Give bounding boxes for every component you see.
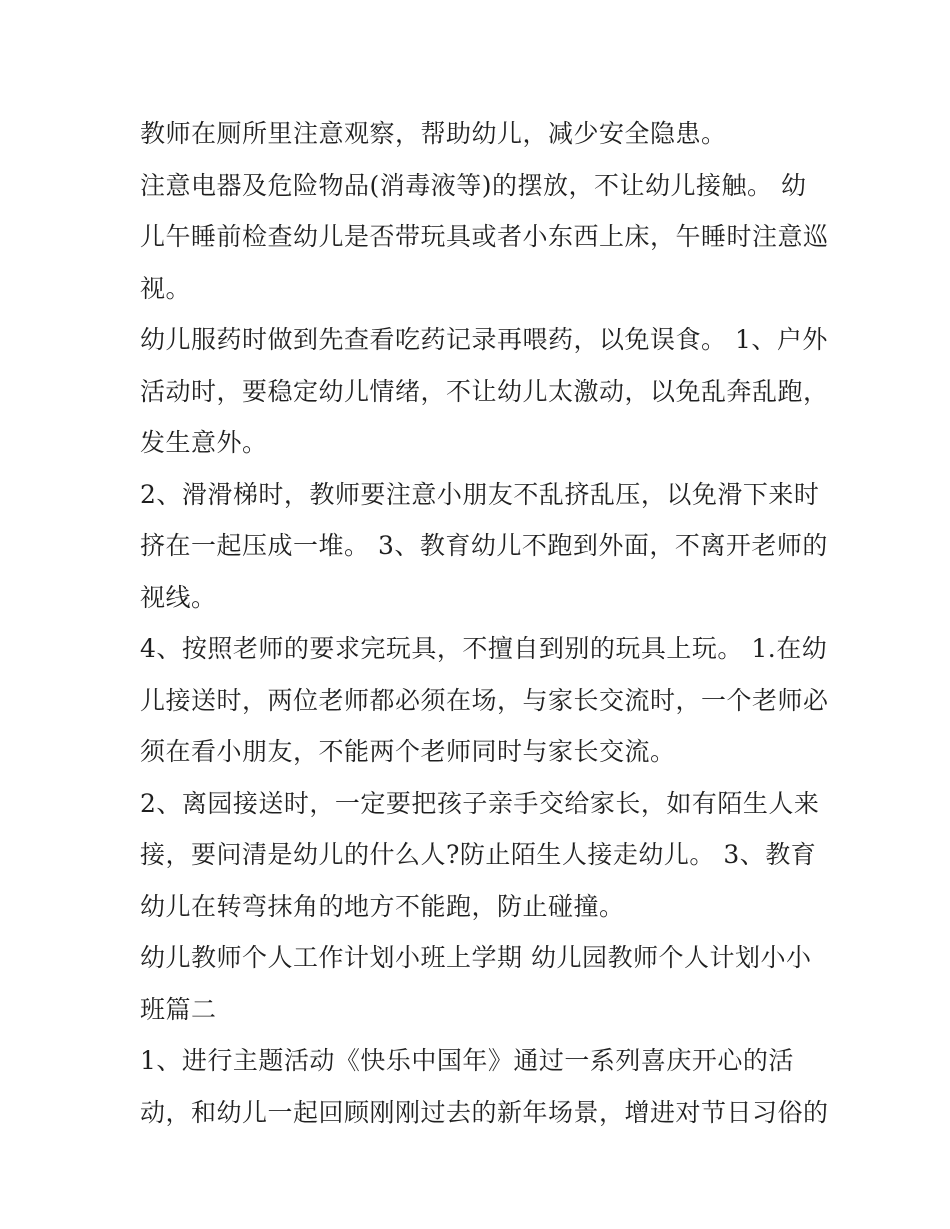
- text-line: 接，要问清是幼儿的什么人?防止陌生人接走幼儿。 3、教育: [140, 840, 817, 869]
- text-line: 1、进行主题活动《快乐中国年》通过一系列喜庆开心的活: [140, 1046, 794, 1075]
- paragraph-2: [140, 160, 829, 315]
- text-line: 发生意外。: [140, 428, 268, 457]
- paragraph-7: [140, 932, 820, 1035]
- paragraph-6: [140, 778, 820, 933]
- text-line: 活动时，要稳定幼儿情绪，不让幼儿太激动，以免乱奔乱跑，: [140, 376, 829, 406]
- paragraph-1: [140, 108, 820, 160]
- paragraph-5: [140, 623, 829, 778]
- text-line: 幼儿教师个人工作计划小班上学期 幼儿园教师个人计划小小: [140, 943, 812, 972]
- paragraph-3: [140, 314, 829, 469]
- text-line: 动，和幼儿一起回顾刚刚过去的新年场景，增进对节日习俗的: [140, 1097, 829, 1127]
- text-line: 2、离园接送时，一定要把孩子亲手交给家长，如有陌生人来: [140, 788, 820, 818]
- text-line: 视。: [140, 273, 192, 303]
- document-body: [140, 108, 829, 1138]
- text-line: 儿接送时，两位老师都必须在场，与家长交流时，一个老师必: [140, 685, 829, 715]
- text-line: 幼儿在转弯抹角的地方不能跑，防止碰撞。: [140, 891, 625, 921]
- text-line: 班篇二: [140, 994, 217, 1024]
- text-line: 注意电器及危险物品(消毒液等)的摆放，不让幼儿接触。 幼: [140, 170, 807, 200]
- text-line: 幼儿服药时做到先查看吃药记录再喂药，以免误食。 1、户外: [140, 325, 828, 354]
- paragraph-8: [140, 1035, 829, 1138]
- text-line: 教师在厕所里注意观察，帮助幼儿，减少安全隐患。: [140, 119, 727, 148]
- paragraph-4: [140, 469, 828, 624]
- text-line: 4、按照老师的要求完玩具，不擅自到别的玩具上玩。 1.在幼: [140, 634, 828, 663]
- text-line: 儿午睡前检查幼儿是否带玩具或者小东西上床，午睡时注意巡: [140, 222, 829, 251]
- text-line: 须在看小朋友，不能两个老师同时与家长交流。: [140, 737, 676, 766]
- text-line: 视线。: [140, 582, 217, 612]
- text-line: 2、滑滑梯时，教师要注意小朋友不乱挤乱压，以免滑下来时: [140, 479, 820, 509]
- text-line: 挤在一起压成一堆。 3、教育幼儿不跑到外面，不离开老师的: [140, 531, 828, 560]
